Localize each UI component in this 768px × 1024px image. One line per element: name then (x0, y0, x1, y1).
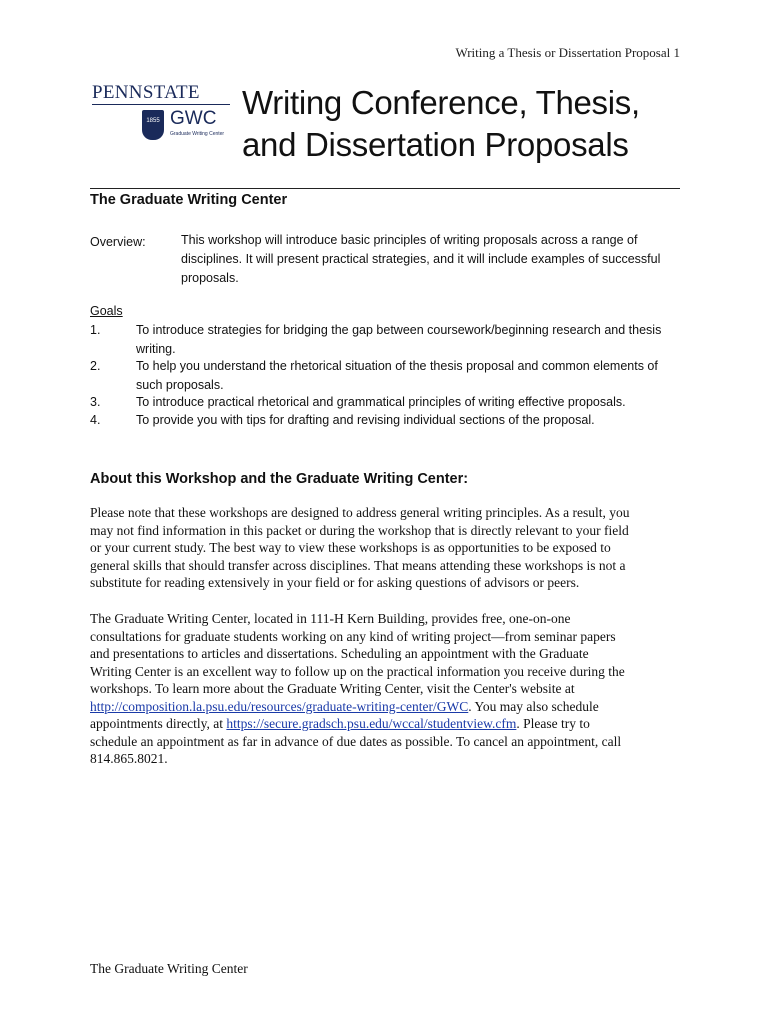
paragraph-line: may not find information in this packet or during the workshop that is directly relevant to your field (90, 522, 629, 538)
logo-gwc-subtitle: Graduate Writing Center (170, 131, 225, 137)
goal-item (90, 321, 670, 359)
paragraph-line: Please note that these workshops are designed to address general writing principles. As a result, you (90, 505, 630, 520)
page-footer: The Graduate Writing Center (90, 961, 248, 976)
goal-line: To help you understand the rhetorical situation of the thesis proposal and common elements of (136, 359, 658, 373)
goal-text: To introduce practical rhetorical and grammatical principles of writing effective proposals. (136, 395, 626, 409)
overview-label: Overview: (90, 235, 146, 249)
section-heading-gwc: The Graduate Writing Center (90, 192, 288, 208)
goal-item (90, 393, 670, 412)
goal-item (90, 411, 670, 430)
paragraph-line: 814.865.8021. (90, 751, 168, 766)
section-heading-about: About this Workshop and the Graduate Writing Center: (90, 471, 469, 487)
goal-text (136, 321, 666, 359)
paragraph-disclaimer (90, 504, 680, 592)
paragraph-text: . Please try to (516, 716, 590, 731)
pennstate-gwc-logo (92, 82, 232, 152)
logo-year: 1855 (146, 118, 160, 124)
goal-number: 1. (90, 323, 101, 337)
title-line-2: and Dissertation Proposals (242, 126, 629, 163)
paragraph-line (90, 715, 680, 733)
title-rule (90, 188, 680, 189)
overview-line: proposals. (181, 271, 239, 285)
running-head: Writing a Thesis or Dissertation Proposal 1 (455, 45, 680, 60)
paragraph-line: The Graduate Writing Center, located in 111-H Kern Building, provides free, one-on-one (90, 611, 571, 626)
goal-line: To introduce strategies for bridging the gap between coursework/beginning research and thesis (136, 323, 662, 337)
goal-text: To provide you with tips for drafting and revising individual sections of the proposal. (136, 413, 595, 427)
goal-text (136, 357, 666, 395)
document-title (242, 82, 682, 166)
shield-icon (142, 110, 164, 140)
logo-gwc-text: GWC (170, 108, 217, 129)
paragraph-line: and presentations to articles and dissertations. Scheduling an appointment with the Graduate (90, 646, 589, 661)
paragraph-line: substitute for reading extensively in your field or for asking questions of advisors or peers. (90, 575, 580, 590)
paragraph-line: consultations for graduate students working on any kind of writing project—from seminar papers (90, 628, 616, 644)
overview-line: This workshop will introduce basic principles of writing proposals across a range of (181, 233, 638, 247)
goal-line: such proposals. (136, 378, 224, 392)
paragraph-line: Writing Center is an excellent way to follow up on the practical information you receive during the (90, 663, 625, 679)
overview-line: disciplines. It will present practical strategies, and it will include examples of successful (181, 252, 661, 266)
goal-number: 2. (90, 359, 101, 373)
paragraph-text: . You may also schedule (468, 698, 599, 714)
title-line-1: Writing Conference, Thesis, (242, 84, 640, 121)
gwc-website-link[interactable]: http://composition.la.psu.edu/resources/graduate-writing-center/GWC (90, 698, 469, 714)
appointments-link[interactable]: https://secure.gradsch.psu.edu/wccal/studentview.cfm (226, 716, 517, 731)
paragraph-line: general skills that should transfer across disciplines. That means attending these workshops is not a (90, 557, 626, 573)
paragraph-line (90, 698, 680, 716)
overview-text (181, 231, 661, 288)
paragraph-line: workshops. To learn more about the Graduate Writing Center, visit the Center's website at (90, 681, 575, 696)
goal-item (90, 357, 670, 395)
paragraph-text: appointments directly, at (90, 716, 227, 731)
goal-number: 4. (90, 413, 101, 427)
paragraph-gwc-info (90, 610, 680, 768)
logo-divider (92, 104, 230, 105)
goals-label: Goals (90, 304, 123, 318)
goal-number: 3. (90, 395, 101, 409)
logo-pennstate-text: PENNSTATE (92, 82, 200, 103)
goal-line: writing. (136, 342, 176, 356)
paragraph-line: schedule an appointment as far in advance of due dates as possible. To cancel an appointment, call (90, 733, 622, 749)
paragraph-line: or your current study. The best way to view these workshops is as opportunities to be exposed to (90, 540, 611, 555)
